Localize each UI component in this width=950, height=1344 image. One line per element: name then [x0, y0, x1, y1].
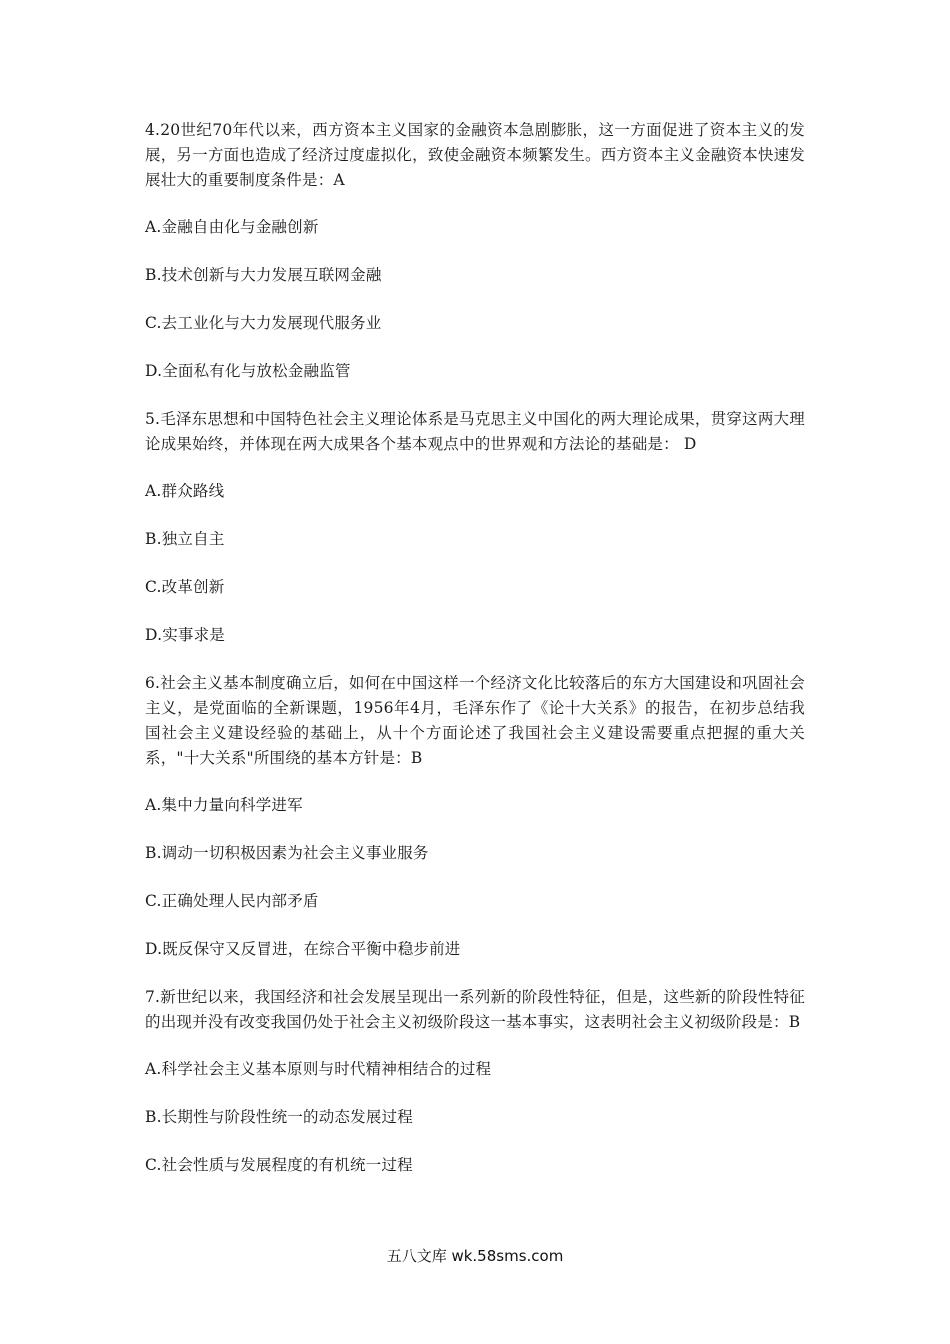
option-b: B.技术创新与大力发展互联网金融 — [145, 266, 382, 284]
option-a: A.集中力量向科学进军 — [145, 796, 303, 814]
option-a: A.群众路线 — [145, 482, 225, 500]
option-c: C.正确处理人民内部矛盾 — [145, 892, 319, 910]
option-d: D.既反保守又反冒进，在综合平衡中稳步前进 — [145, 940, 461, 958]
question-7 — [145, 985, 805, 1178]
question-4 — [145, 118, 805, 384]
option-b: B.长期性与阶段性统一的动态发展过程 — [145, 1108, 413, 1126]
option-b: B.独立自主 — [145, 530, 225, 548]
option-d: D.全面私有化与放松金融监管 — [145, 362, 351, 380]
option-b: B.调动一切积极因素为社会主义事业服务 — [145, 844, 429, 862]
question-stem: 7.新世纪以来，我国经济和社会发展呈现出一系列新的阶段性特征，但是，这些新的阶段性特征的出现并没有改变我国仍处于社会主义初级阶段这一基本事实，这表明社会主义初级阶段是：B — [145, 988, 805, 1031]
question-stem: 5.毛泽东思想和中国特色社会主义理论体系是马克思主义中国化的两大理论成果，贯穿这两大理论成果始终，并体现在两大成果各个基本观点中的世界观和方法论的基础是： D — [145, 410, 805, 453]
question-5 — [145, 407, 805, 648]
question-6 — [145, 671, 805, 962]
document-body — [145, 118, 805, 1201]
option-c: C.社会性质与发展程度的有机统一过程 — [145, 1156, 413, 1174]
option-d: D.实事求是 — [145, 626, 226, 644]
option-c: C.去工业化与大力发展现代服务业 — [145, 314, 382, 332]
option-a: A.金融自由化与金融创新 — [145, 218, 319, 236]
page-footer: 五八文库 wk.58sms.com — [386, 1247, 564, 1265]
option-c: C.改革创新 — [145, 578, 225, 596]
question-stem: 4.20世纪70年代以来，西方资本主义国家的金融资本急剧膨胀，这一方面促进了资本主义的发展，另一方面也造成了经济过度虚拟化，致使金融资本频繁发生。西方资本主义金融资本快速发展壮大的重要制度条件是：A — [145, 121, 805, 189]
option-a: A.科学社会主义基本原则与时代精神相结合的过程 — [145, 1060, 492, 1078]
question-stem: 6.社会主义基本制度确立后，如何在中国这样一个经济文化比较落后的东方大国建设和巩固社会主义，是党面临的全新课题，1956年4月，毛泽东作了《论十大关系》的报告，在初步总结我国社会主义建设经验的基础上，从十个方面论述了我国社会主义建设需要重点把握的重大关系，"十大关系"所围绕的基本方针是：B — [145, 674, 805, 767]
